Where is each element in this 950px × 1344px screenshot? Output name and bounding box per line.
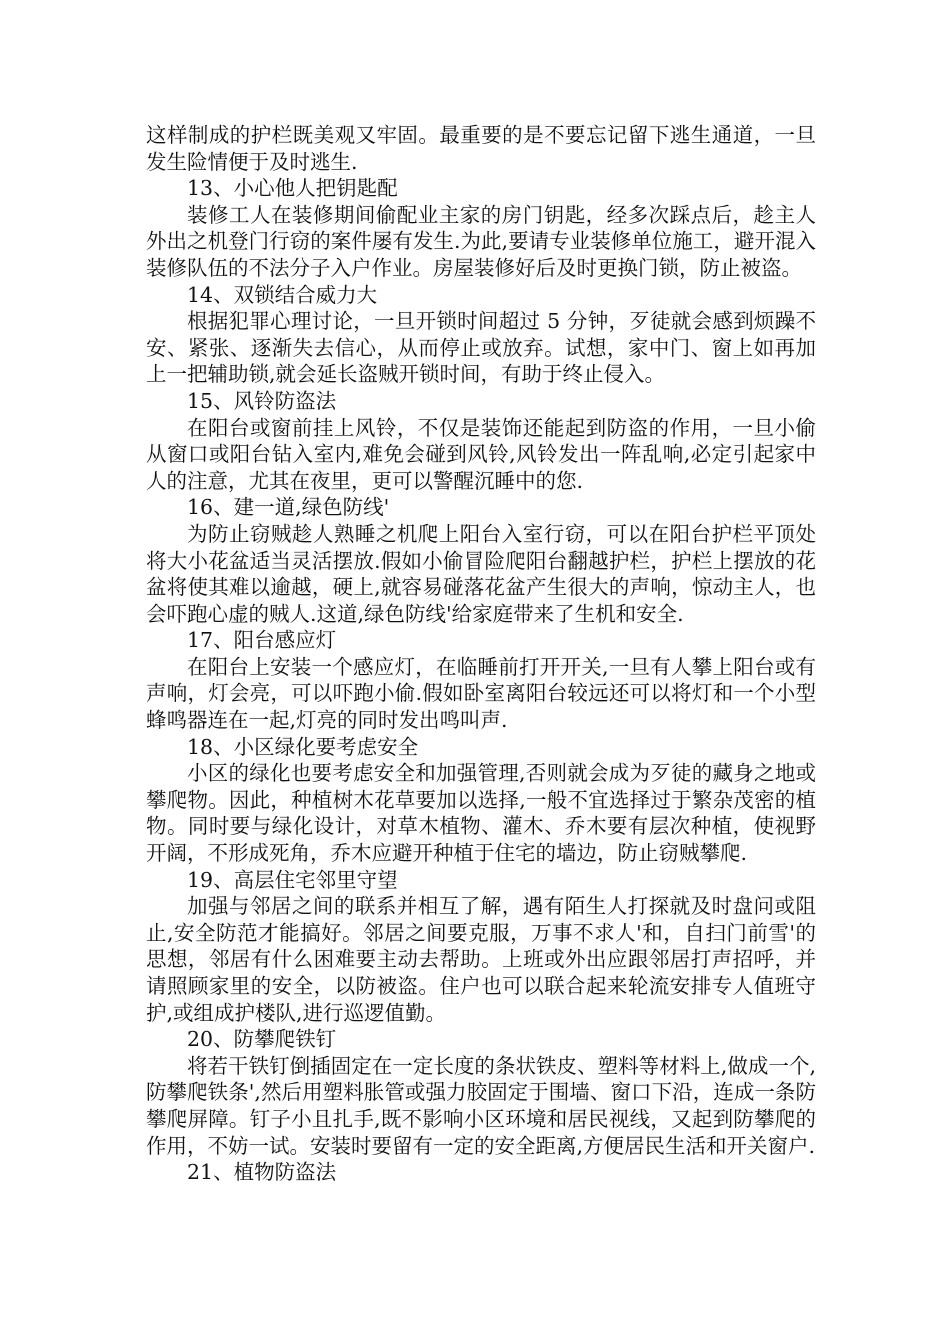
heading-17-balcony-light: 17、阳台感应灯 — [187, 628, 337, 653]
paragraph-escape-route: 这样制成的护栏既美观又牢固。最重要的是不要忘记留下逃生通道，一旦发生险情便于及时逃生. — [146, 123, 816, 174]
heading-14-double-lock: 14、双锁结合威力大 — [187, 282, 378, 307]
heading-20-anti-climb-nails: 20、防攀爬铁钉 — [187, 1027, 337, 1052]
heading-15-wind-chime: 15、风铃防盗法 — [187, 388, 337, 413]
document-body — [146, 122, 816, 1186]
paragraph-17: 在阳台上安装一个感应灯，在临睡前打开开关,一旦有人攀上阳台或有声响，灯会亮，可以吓跑小偷.假如卧室离阳台较远还可以将灯和一个小型蜂鸣器连在一起,灯亮的同时发出鸣叫声. — [146, 654, 816, 733]
paragraph-15: 在阳台或窗前挂上风铃，不仅是装饰还能起到防盗的作用，一旦小偷从窗口或阳台钻入室内,难免会碰到风铃,风铃发出一阵乱响,必定引起家中人的注意，尤其在夜里，更可以警醒沉睡中的您. — [146, 415, 816, 493]
heading-19-neighbor-watch: 19、高层住宅邻里守望 — [187, 867, 398, 892]
paragraph-19: 加强与邻居之间的联系并相互了解，遇有陌生人打探就及时盘问或阻止,安全防范才能搞好。邻居之间要克服，万事不求人'和，自扫门前雪'的思想，邻居有什么困难要主动去帮助。上班或外出应跟邻居打声招呼，并请照顾家里的安全，以防被盗。住户也可以联合起来轮流安排专人值班守护,或组成护楼队,进行巡逻值勤。 — [146, 894, 816, 1025]
paragraph-16: 为防止窃贼趁人熟睡之机爬上阳台入室行窃，可以在阳台护栏平顶处将大小花盆适当灵活摆放.假如小偷冒险爬阳台翻越护栏，护栏上摆放的花盆将使其难以逾越，硬上,就容易碰落花盆产生很大的声响，惊动主人，也会吓跑心虚的贼人.这道,绿色防线'给家庭带来了生机和安全. — [146, 521, 816, 626]
paragraph-14: 根据犯罪心理讨论，一旦开锁时间超过 5 分钟，歹徒就会感到烦躁不安、紧张、逐渐失去信心，从而停止或放弃。试想，家中门、窗上如再加上一把辅助锁,就会延长盗贼开锁时间，有助于终止侵入。 — [146, 309, 816, 387]
paragraph-13: 装修工人在装修期间偷配业主家的房门钥匙，经多次踩点后，趁主人外出之机登门行窃的案件屡有发生.为此,要请专业装修单位施工，避开混入装修队伍的不法分子入户作业。房屋装修好后及时更换门锁，防止被盗。 — [146, 202, 816, 280]
heading-13-key-copy: 13、小心他人把钥匙配 — [187, 176, 398, 201]
paragraph-20: 将若干铁钉倒插固定在一定长度的条状铁皮、塑料等材料上,做成一个,防攀爬铁条',然后用塑料胀管或强力胶固定于围墙、窗口下沿，连成一条防攀爬屏障。钉子小且扎手,既不影响小区环境和居民视线，又起到防攀爬的作用，不妨一试。安装时要留有一定的安全距离,方便居民生活和开关窗户. — [146, 1053, 816, 1158]
paragraph-18: 小区的绿化也要考虑安全和加强管理,否则就会成为歹徒的藏身之地或攀爬物。因此，种植树木花草要加以选择,一般不宜选择过于繁杂茂密的植物。同时要与绿化设计，对草木植物、灌木、乔木要有层次种植，使视野开阔，不形成死角，乔木应避开种植于住宅的墙边，防止窃贼攀爬. — [146, 761, 816, 866]
heading-18-greening-safety: 18、小区绿化要考虑安全 — [187, 734, 419, 759]
heading-16-green-defense: 16、建一道,绿色防线' — [187, 495, 390, 520]
heading-21-plant-defense: 21、植物防盗法 — [187, 1160, 337, 1185]
